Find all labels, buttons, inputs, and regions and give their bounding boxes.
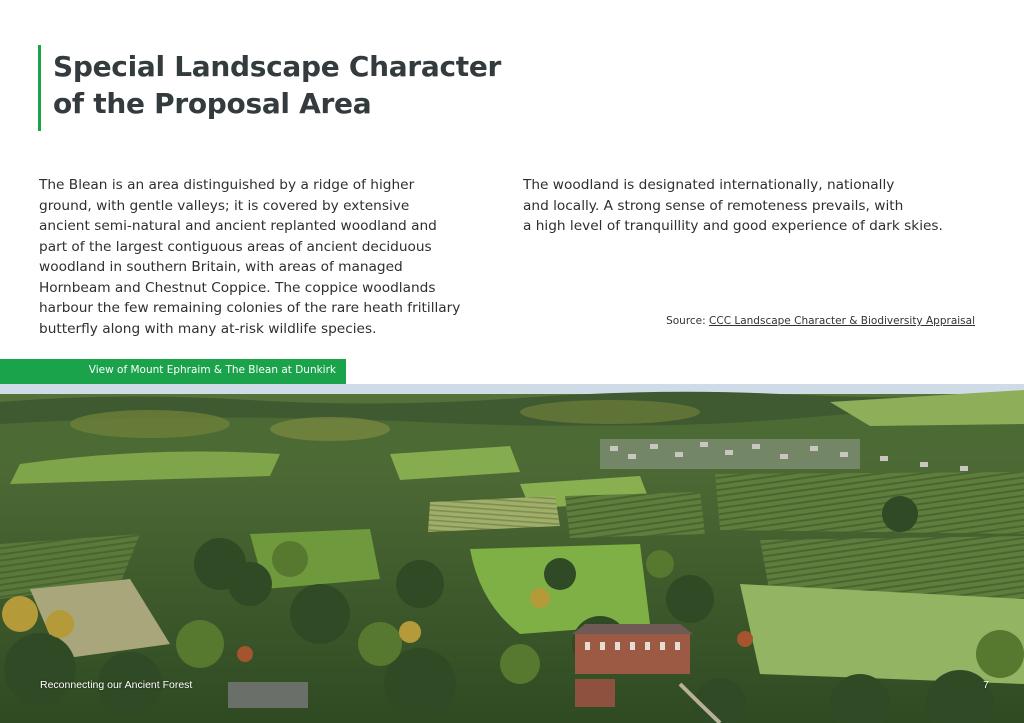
- paragraph-line: part of the largest contiguous areas of ancient deciduous: [39, 238, 432, 255]
- paragraph-line: Hornbeam and Chestnut Coppice. The coppice woodlands: [39, 279, 436, 296]
- paragraph-line: The Blean is an area distinguished by a ridge of higher: [39, 177, 415, 193]
- page-title: [53, 48, 573, 122]
- body-paragraph-left: [39, 175, 519, 339]
- source-prefix: Source:: [666, 315, 710, 327]
- footer-document-title: Reconnecting our Ancient Forest: [40, 679, 193, 691]
- body-paragraph-right: [523, 175, 993, 237]
- photo-caption: View of Mount Ephraim & The Blean at Dunkirk: [88, 364, 336, 376]
- page-title-line-2: of the Proposal Area: [53, 87, 372, 120]
- page-number: 7: [983, 679, 989, 691]
- paragraph-line: a high level of tranquillity and good experience of dark skies.: [523, 218, 943, 234]
- aerial-landscape-photo: [0, 384, 1024, 723]
- title-accent-rule: [38, 45, 41, 131]
- source-link[interactable]: CCC Landscape Character & Biodiversity Appraisal: [709, 315, 975, 327]
- paragraph-line: and locally. A strong sense of remoteness prevails, with: [523, 197, 904, 214]
- paragraph-line: ground, with gentle valleys; it is covered by extensive: [39, 197, 410, 214]
- aerial-landscape-illustration: [0, 384, 1024, 723]
- paragraph-line: woodland in southern Britain, with areas of managed: [39, 259, 403, 275]
- paragraph-line: The woodland is designated internationally, nationally: [523, 177, 895, 193]
- page-title-line-1: Special Landscape Character: [53, 50, 502, 83]
- source-citation: [666, 315, 975, 327]
- paragraph-line: ancient semi-natural and ancient replanted woodland and: [39, 218, 437, 234]
- photo-caption-bar: [0, 359, 346, 384]
- paragraph-line: harbour the few remaining colonies of the rare heath fritillary: [39, 300, 461, 316]
- paragraph-line: butterfly along with many at-risk wildlife species.: [39, 320, 377, 337]
